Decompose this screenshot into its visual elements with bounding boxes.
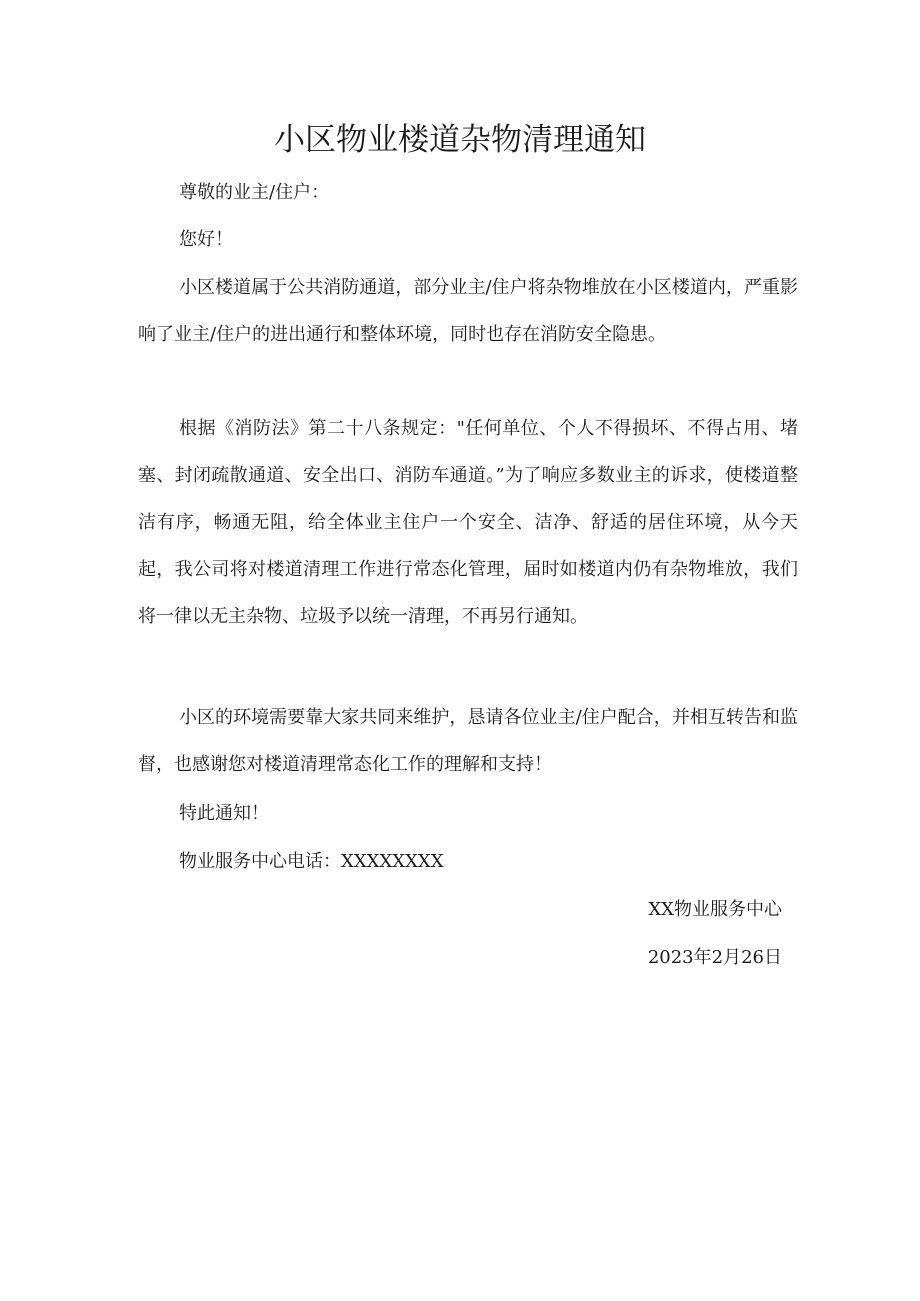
paragraph-2: 根据《消防法》第二十八条规定："任何单位、个人不得损坏、不得占用、堵塞、封闭疏散通道、安全出口、消防车通道。”为了响应多数业主的诉求，使楼道整洁有序，畅通无阻，给全体业主住户一个安全、洁净、舒适的居住环境，从今天起，我公司将对楼道清理工作进行常态化管理，届时如楼道内仍有杂物堆放，我们将一律以无主杂物、垃圾予以统一清理，不再另行通知。 bbox=[138, 418, 798, 627]
signature: XX物业服务中心 bbox=[648, 899, 782, 920]
document-title: 小区物业楼道杂物清理通知 bbox=[274, 122, 646, 158]
date: 2023年2月26日 bbox=[647, 947, 782, 968]
closing-line: 特此通知！ bbox=[179, 803, 269, 824]
paragraph-3: 小区的环境需要靠大家共同来维护，恳请各位业主/住户配合，并相互转告和监督，也感谢您对楼道清理常态化工作的理解和支持！ bbox=[138, 707, 798, 775]
contact-line: 物业服务中心电话：XXXXXXXX bbox=[179, 851, 444, 872]
salutation: 尊敬的业主/住户： bbox=[179, 182, 330, 203]
paragraph-1: 小区楼道属于公共消防通道，部分业主/住户将杂物堆放在小区楼道内，严重影响了业主/住户的进出通行和整体环境，同时也存在消防安全隐患。 bbox=[138, 277, 798, 345]
greeting: 您好！ bbox=[179, 229, 233, 250]
